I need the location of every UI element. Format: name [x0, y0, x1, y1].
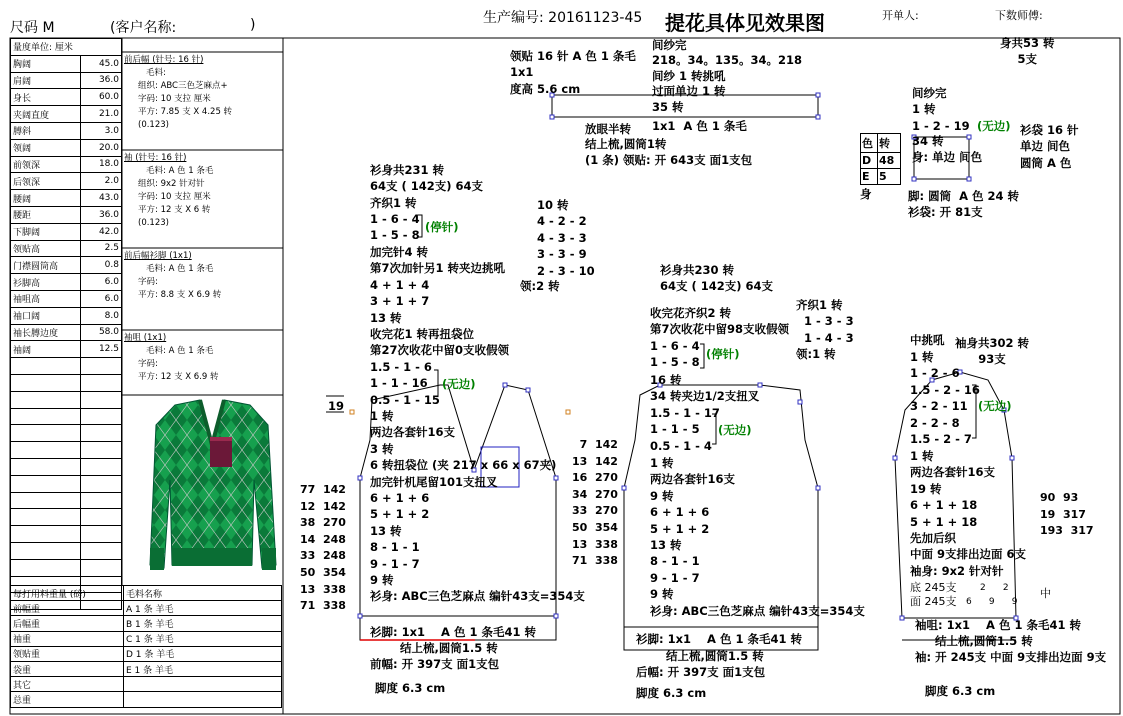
sleeve-top: 中挑吼	[910, 333, 945, 347]
size-label: 尺码 M	[10, 20, 55, 36]
yarn-head-right: 毛料名称	[124, 586, 282, 601]
front-hem: 衫脚: 1x1 A 色 1 条毛41 转	[370, 625, 536, 639]
front-mark: 19	[328, 399, 345, 413]
front-spec-b: 1 - 6 - 4 1 - 5 - 8	[370, 212, 420, 243]
front-green-d: (无边)	[442, 377, 476, 391]
measure-name: 身长	[11, 89, 81, 106]
measure-name: 肩阔	[11, 72, 81, 89]
yarn-part: 前幅重	[11, 601, 124, 616]
yarn-part: 后幅重	[11, 616, 124, 631]
measure-name: 膊斜	[11, 122, 81, 139]
back-hem-3: 后幅: 开 397支 面1支包	[636, 665, 766, 679]
front-spec-c: 加完针4 转 第7次加针另1 转夹边挑吼 4 + 1 + 4 3 + 1 + 7 13 转 收完花1 转再扭袋位 第27次收花中留0支收假领	[370, 245, 510, 358]
sleeve-bottom-nums-b: 6 9 9	[966, 597, 1018, 607]
measure-name: 腰阔	[11, 190, 81, 207]
unit-label: 量度单位: 厘米	[11, 39, 122, 56]
measure-value: 20.0	[81, 139, 122, 156]
spec-line: 毛料:	[146, 68, 166, 78]
sleeve-height: 脚度 6.3 cm	[925, 684, 996, 698]
production-code: 生产编号: 20161123-45	[483, 10, 643, 26]
measure-value: 42.0	[81, 223, 122, 240]
spec-line: 平方: 7.85 支 X 4.25 转	[138, 107, 233, 117]
back-spec-c: 1 - 6 - 4 1 - 5 - 8	[650, 339, 700, 370]
collar-spec-right: 间纱完 218。34。135。34。218 间纱 1 转挑吼 过面单边 1 转 35 转	[652, 38, 803, 114]
pocket-spec-3: 脚: 圆筒 A 色 24 转 衫袋: 开 81支	[908, 189, 1020, 220]
spec-line: 平方: 12 支 X 6.9 转	[138, 372, 219, 382]
sleeve-spec-b: 1 转 两边各套针16支 19 转 6 + 1 + 18 5 + 1 + 18 先加后织 中面 9支排出边面 6支 袖身: 9x2 针对针	[910, 449, 1027, 578]
yarn-part: 袋重	[11, 661, 124, 676]
pocket-spec-2: 34 转 身: 单边 间色	[912, 134, 983, 165]
measure-name: 腰距	[11, 206, 81, 223]
measure-name: 下脚阔	[11, 223, 81, 240]
sleeve-total: 袖身共302 转 93支	[955, 336, 1030, 367]
measure-value: 36.0	[81, 206, 122, 223]
spec-line: 毛料: A 色 1 条毛	[146, 166, 214, 176]
pocket-green: (无边)	[977, 119, 1011, 133]
front-right-2: 领:2 转	[520, 279, 560, 293]
back-hem: 衫脚: 1x1 A 色 1 条毛41 转	[636, 632, 802, 646]
front-spec-d: 1.5 - 1 - 6 1 - 1 - 16 0.5 - 1 - 15	[370, 360, 440, 407]
measure-value: 60.0	[81, 89, 122, 106]
spec-line: 字码:	[138, 359, 158, 369]
back-height: 脚度 6.3 cm	[636, 686, 707, 700]
front-height: 脚度 6.3 cm	[375, 681, 446, 695]
customer-label: (客户名称:	[110, 20, 177, 36]
measure-value: 3.0	[81, 122, 122, 139]
sleeve-bottom-b: 面 245支	[910, 595, 957, 608]
back-hem-2: 结上梳,圆筒1.5 转	[666, 649, 764, 663]
measure-name: 袖口阔	[11, 307, 81, 324]
measure-name: 胸阔	[11, 55, 81, 72]
yarn-head-left: 每打用料重量 (磅)	[11, 586, 124, 601]
front-left-numbers: 77 142 12 142 38 270 14 248 33 248 50 354 13 338 71 338	[300, 483, 346, 613]
measure-name: 前领深	[11, 156, 81, 173]
yarn-material: B 1 条 羊毛	[124, 616, 282, 631]
measure-value: 58.0	[81, 324, 122, 341]
collar-bottom: 1x1 A 色 1 条毛	[652, 119, 747, 133]
spec-head: 袖咀 (1x1)	[124, 333, 167, 343]
page-title: 提花具体见效果图	[665, 11, 825, 35]
yarn-part: 领贴重	[11, 646, 124, 661]
front-spec-e: 1 转 两边各套针16支 3 转 6 转扭袋位 (夹 217 x 66 x 67夹) 加完针机尾留101支扭叉 6 + 1 + 6 5 + 1 + 2 13 转 8 - 1 - 1 9 - 1 - 7 9 转 衫身: ABC三色芝麻点 编针43支=354支	[370, 409, 585, 604]
measure-value: 12.5	[81, 341, 122, 358]
legend-caption: 身	[860, 187, 872, 201]
spec-line: (0.123)	[138, 218, 169, 228]
back-spec-a: 衫身共230 转 64支 ( 142支) 64支	[660, 263, 774, 294]
back-spec-e: 1.5 - 1 - 17 1 - 1 - 5 0.5 - 1 - 4	[650, 406, 720, 453]
back-spec-b: 收完花齐织2 转 第7次收花中留98支收假领	[650, 306, 790, 337]
spec-line: 毛料: A 色 1 条毛	[146, 264, 214, 274]
sleeve-green-a: (无边)	[978, 399, 1012, 413]
measure-name: 夹阔直度	[11, 106, 81, 123]
front-right-numbers: 7 142 13 142 16 270 34 270 33 270 50 354 13 338 71 338	[572, 438, 618, 568]
measure-value: 36.0	[81, 72, 122, 89]
spec-line: 字码: 10 支拉 厘米	[138, 192, 211, 202]
back-spec-d: 16 转 34 转夹边1/2支扭叉	[650, 373, 760, 404]
measure-name: 袖咀高	[11, 290, 81, 307]
measure-value: 18.0	[81, 156, 122, 173]
front-right: 10 转 4 - 2 - 2 4 - 3 - 3 3 - 3 - 9 2 - 3 - 10	[537, 198, 595, 278]
yarn-part: 其它	[11, 677, 124, 692]
sleeve-hem-2: 结上梳,圆筒1.5 转	[935, 634, 1033, 648]
measure-value: 21.0	[81, 106, 122, 123]
sleeve-bottom-a: 底 245支	[910, 581, 957, 594]
front-green-b: (停针)	[425, 220, 459, 234]
total-body: 身共53 转 5支	[1000, 36, 1055, 66]
pocket-right: 衫袋 16 针 单边 间色 圆筒 A 色	[1020, 123, 1079, 170]
color-legend: 色 转 D 48 E 5	[860, 133, 901, 185]
yarn-material: A 1 条 羊毛	[124, 601, 282, 616]
front-hem-2: 结上梳,圆筒1.5 转	[400, 641, 498, 655]
measure-name: 袖阔	[11, 341, 81, 358]
back-spec-f: 1 转 两边各套针16支 9 转 6 + 1 + 6 5 + 1 + 2 13 转 8 - 1 - 1 9 - 1 - 7 9 转 衫身: ABC三色芝麻点 编针43支=354支	[650, 456, 865, 618]
spec-line: 字码:	[138, 277, 158, 287]
spec-head: 袖 (针号: 16 针)	[124, 153, 187, 163]
spec-line: 平方: 12 支 X 6 转	[138, 205, 211, 215]
spec-head: 前后幅 (针号: 16 针)	[124, 55, 204, 65]
collar-spec: 领贴 16 针 A 色 1 条毛 1x1 度高 5.6 cm	[510, 49, 636, 96]
yarn-part: 总重	[11, 692, 124, 707]
back-right: 齐织1 转 1 - 3 - 3 1 - 4 - 3 领:1 转	[796, 298, 854, 362]
measure-value: 2.5	[81, 240, 122, 257]
master-label: 下数师傅:	[995, 9, 1043, 22]
spec-head: 前后幅衫脚 (1x1)	[124, 251, 192, 261]
sleeve-right-numbers: 90 93 19 317 193 317	[1040, 491, 1094, 538]
customer-close: )	[250, 17, 256, 33]
sleeve-hem: 袖咀: 1x1 A 色 1 条毛41 转	[915, 618, 1081, 632]
yarn-material: E 1 条 羊毛	[124, 661, 282, 676]
measure-value: 6.0	[81, 274, 122, 291]
measure-name: 后领深	[11, 173, 81, 190]
sleeve-hem-3: 袖: 开 245支 中面 9支排出边面 9支	[915, 650, 1107, 664]
spec-line: 毛料: A 色 1 条毛	[146, 346, 214, 356]
collar-bottom-2: 放眼半转 结上梳,圆筒1转 (1 条) 领贴: 开 643支 面1支包	[585, 122, 753, 167]
yarn-part: 袖重	[11, 631, 124, 646]
front-hem-3: 前幅: 开 397支 面1支包	[370, 657, 500, 671]
measure-value: 0.8	[81, 257, 122, 274]
sleeve-spec-a: 1 转 1 - 2 - 6 1.5 - 2 - 16 3 - 2 - 11 2 - 2 - 8 1.5 - 2 - 7	[910, 350, 980, 447]
spec-line: 平方: 8.8 支 X 6.9 转	[138, 290, 222, 300]
measure-value: 6.0	[81, 290, 122, 307]
back-green-e: (无边)	[718, 423, 752, 437]
yarn-material: C 1 条 羊毛	[124, 631, 282, 646]
pocket-spec: 间纱完 1 转 1 - 2 - 19	[912, 86, 970, 133]
front-spec-a: 衫身共231 转 64支 ( 142支) 64支 齐织1 转	[370, 163, 484, 210]
spec-line: 组织: 9x2 针对针	[138, 179, 205, 189]
spec-line: 字码: 10 支拉 厘米	[138, 94, 211, 104]
spec-line: 组织: ABC三色芝麻点+	[138, 81, 228, 91]
measure-value: 45.0	[81, 55, 122, 72]
yarn-material: D 1 条 羊毛	[124, 646, 282, 661]
measure-name: 领阔	[11, 139, 81, 156]
measure-name: 领贴高	[11, 240, 81, 257]
issuer-label: 开单人:	[882, 9, 919, 22]
measure-name: 衫脚高	[11, 274, 81, 291]
sleeve-bottom-nums-a: 2 2	[980, 583, 1009, 593]
measure-value: 43.0	[81, 190, 122, 207]
measure-value: 2.0	[81, 173, 122, 190]
measure-name: 袖长膊边度	[11, 324, 81, 341]
measure-name: 门襟圆筒高	[11, 257, 81, 274]
measure-value: 8.0	[81, 307, 122, 324]
sleeve-bottom-mid: 中	[1040, 587, 1051, 600]
back-green-c: (停针)	[706, 347, 740, 361]
spec-line: (0.123)	[138, 120, 169, 130]
